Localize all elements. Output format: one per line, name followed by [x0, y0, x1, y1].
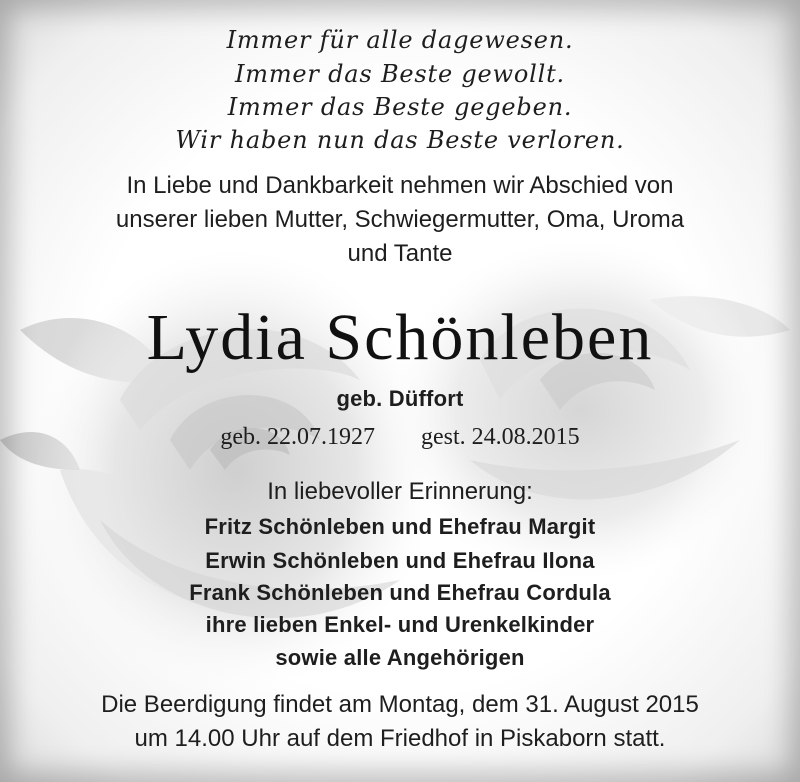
remembrance-heading: In liebevoller Erinnerung: [267, 478, 533, 505]
poem-line-2: Immer das Beste gewollt. [235, 60, 565, 88]
maiden-name: geb. Düffort [336, 386, 464, 411]
mourner-line-4: ihre lieben Enkel- und Urenkelkinder [205, 612, 595, 637]
mourner-line-3: Frank Schönleben und Ehefrau Cordula [189, 580, 611, 605]
intro-line-1: In Liebe und Dankbarkeit nehmen wir Abschied von [126, 172, 674, 199]
intro-line-2: unserer lieben Mutter, Schwiegermutter, Oma, Uroma [115, 206, 685, 233]
poem-line-1: Immer für alle dagewesen. [226, 26, 574, 54]
death-date: gest. 24.08.2015 [420, 424, 580, 450]
mourner-line-5: sowie alle Angehörigen [275, 645, 525, 670]
deceased-name: Lydia Schönleben [146, 301, 654, 374]
funeral-line-2: um 14.00 Uhr auf dem Friedhof in Piskaborn statt. [134, 725, 666, 752]
birth-date: geb. 22.07.1927 [220, 424, 375, 450]
poem-line-3: Immer das Beste gegeben. [227, 93, 573, 121]
intro-line-3: und Tante [347, 240, 453, 267]
mourner-line-1: Fritz Schönleben und Ehefrau Margit [204, 514, 596, 539]
poem-line-4: Wir haben nun das Beste verloren. [175, 126, 625, 154]
mourner-line-2: Erwin Schönleben und Ehefrau Ilona [205, 548, 595, 573]
funeral-line-1: Die Beerdigung findet am Montag, dem 31. August 2015 [101, 691, 699, 718]
life-dates [0, 424, 800, 451]
